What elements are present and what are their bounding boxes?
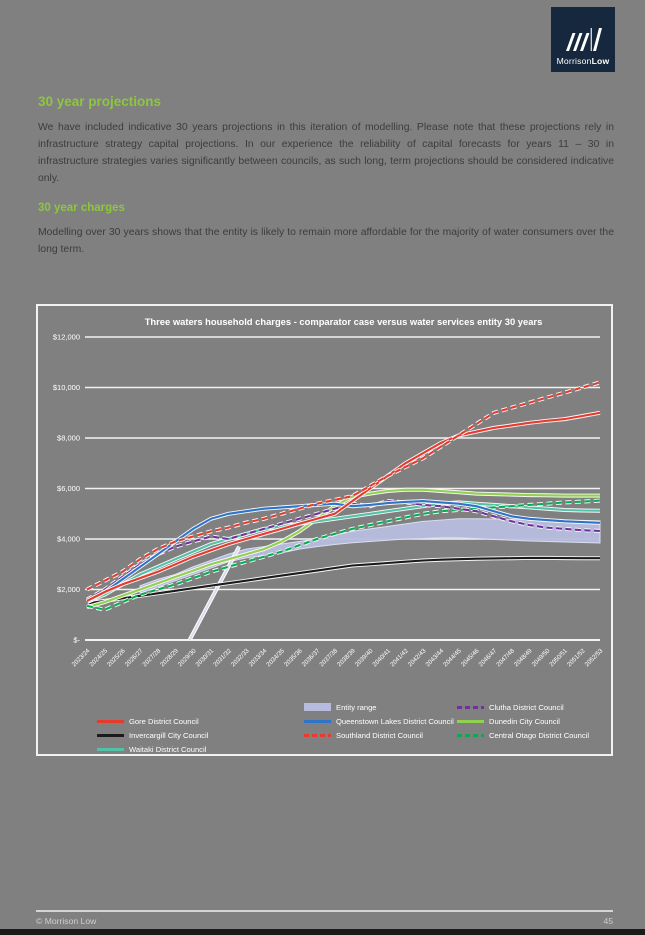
x-axis-tick-label: 2039/40	[353, 647, 375, 669]
legend-swatch-box	[304, 703, 331, 711]
legend-label: Waitaki District Council	[129, 744, 207, 754]
legend-label: Central Otago District Council	[489, 730, 590, 740]
line-chart-canvas	[38, 306, 611, 754]
legend-swatch-line	[304, 720, 331, 723]
x-axis-tick-label: 2033/34	[247, 647, 269, 669]
legend-label: Queenstown Lakes District Council	[336, 716, 454, 726]
x-axis-tick-label: 2050/51	[548, 647, 570, 669]
legend-item	[97, 715, 199, 727]
legend-label: Southland District Council	[336, 730, 423, 740]
legend-swatch-line	[304, 734, 331, 737]
page-footer	[36, 910, 613, 926]
legend-item	[457, 701, 564, 713]
three-waters-chart	[36, 304, 613, 756]
legend-label: Dunedin City Council	[489, 716, 560, 726]
paragraph-projections: We have included indicative 30 years projections in this iteration of modelling. Please note that these projections rely in infrastructure strategy capital projections. In our experience the reliability of capital forecasts for years 11 – 30 in infrastructure strategies varies significantly between councils, as such long, term projections should be considered indicative only.	[38, 122, 614, 184]
heading-30-year-projections: 30 year projections	[38, 94, 162, 109]
x-axis-tick-label: 2041/42	[389, 647, 410, 669]
x-axis-tick-label: 2025/26	[106, 647, 127, 669]
legend-swatch-line	[457, 720, 484, 723]
x-axis-tick-label: 2024/25	[88, 647, 110, 669]
x-axis-tick-label: 2026/27	[123, 647, 145, 669]
y-axis-tick-label: $10,000	[52, 383, 80, 393]
footer-page-number: 45	[603, 916, 613, 926]
legend-swatch-line	[457, 706, 484, 709]
legend-item	[97, 729, 208, 741]
x-axis-tick-label: 2042/43	[406, 647, 428, 669]
legend-item	[457, 729, 589, 741]
logo-brand-regular: Morrison	[556, 56, 592, 66]
legend-item	[457, 715, 560, 727]
x-axis-tick-label: 2036/37	[300, 647, 322, 669]
footer-copyright: © Morrison Low	[36, 916, 97, 926]
x-axis-tick-label: 2048/49	[512, 647, 534, 669]
x-axis-tick-label: 2037/38	[318, 647, 340, 669]
x-axis-tick-label: 2034/35	[265, 647, 287, 669]
x-axis-tick-label: 2035/36	[282, 647, 304, 669]
legend-item	[304, 729, 423, 741]
x-axis-tick-label: 2038/39	[335, 647, 357, 669]
logo-brand-bold: Low	[591, 56, 610, 66]
legend-swatch-line	[97, 748, 124, 751]
x-axis-tick-label: 2029/30	[176, 647, 198, 669]
legend-label: Clutha District Council	[489, 702, 564, 712]
legend-item	[97, 743, 206, 755]
legend-swatch-line	[97, 720, 124, 723]
chart-title: Three waters household charges - comparator case versus water services entity 30 years	[144, 316, 543, 327]
legend-label: Gore District Council	[129, 716, 199, 726]
y-axis-tick-label: $2,000	[57, 585, 80, 595]
y-axis-tick-label: $8,000	[57, 433, 80, 443]
x-axis-tick-label: 2045/46	[459, 647, 481, 669]
legend-item	[304, 701, 377, 713]
x-axis-tick-label: 2023/24	[70, 647, 92, 669]
x-axis-tick-label: 2043/44	[424, 647, 446, 669]
x-axis-tick-label: 2040/41	[371, 647, 393, 669]
y-axis-tick-label: $12,000	[52, 332, 80, 342]
legend-swatch-line	[97, 734, 124, 737]
x-axis-tick-label: 2032/33	[229, 647, 251, 669]
legend-item	[304, 715, 454, 727]
legend-swatch-line	[457, 734, 484, 737]
bottom-edge-bar	[0, 929, 645, 935]
paragraph-charges: Modelling over 30 years shows that the entity is likely to remain more affordable for the majority of water consumers over the long term.	[38, 227, 614, 256]
x-axis-tick-label: 2052/53	[583, 647, 605, 669]
legend-label: Entity range	[336, 702, 377, 712]
x-axis-tick-label: 2051/52	[565, 647, 587, 669]
x-axis-tick-label: 2031/32	[212, 647, 233, 669]
x-axis-tick-label: 2030/31	[194, 647, 216, 669]
x-axis-tick-label: 2027/28	[141, 647, 163, 669]
legend-label: Invercargill City Council	[129, 730, 209, 740]
x-axis-tick-label: 2028/29	[159, 647, 180, 669]
y-axis-tick-label: $4,000	[57, 534, 80, 544]
heading-30-year-charges: 30 year charges	[38, 202, 125, 215]
page-content	[38, 0, 614, 259]
x-axis-tick-label: 2044/45	[442, 647, 463, 669]
x-axis-tick-label: 2049/50	[530, 647, 552, 669]
y-axis-tick-label: $6,000	[57, 484, 80, 494]
x-axis-tick-label: 2047/48	[495, 647, 516, 669]
x-axis-tick-label: 2046/47	[477, 647, 499, 669]
y-axis-tick-label: $-	[73, 635, 80, 645]
